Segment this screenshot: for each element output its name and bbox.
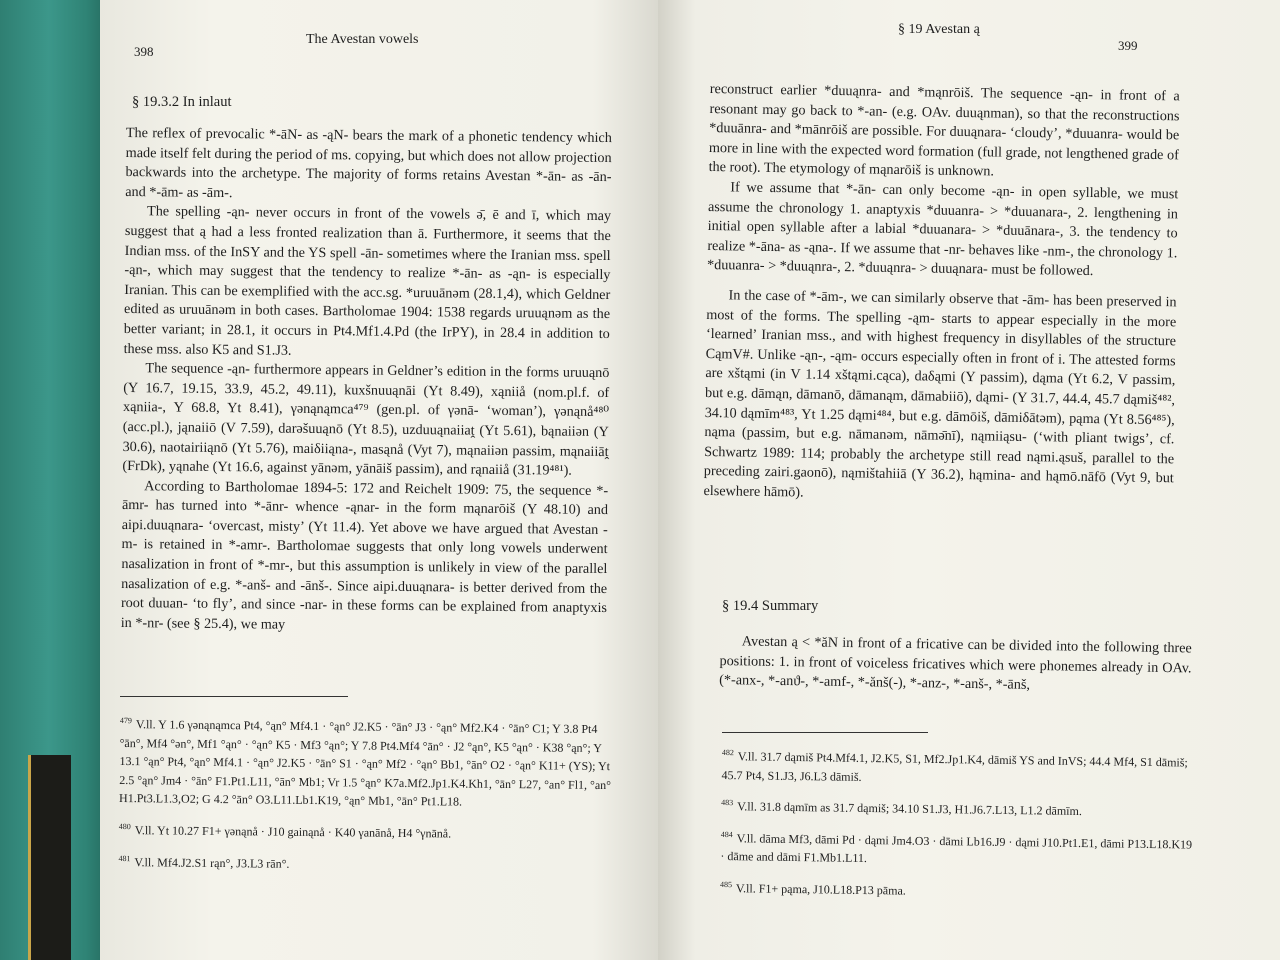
book-spine [0,0,108,960]
footnote [720,876,1196,904]
footnote-number: 481 [118,853,131,863]
footnote-number: 480 [118,821,131,832]
footnote-text: V.ll. F1+ pąma, J10.L18.P13 pāma. [735,881,906,898]
footnote-number: 479 [119,715,132,726]
paragraph: The sequence -ąn- furthermore appears in Geldner’s edition in the forms uruuąnō (Y 16.7, 19.15, 33.9, 45.2, 49.11), kuxšnuuąnāi (Yt 8.49), xąniiå (nom.pl.f. of xąniia-, Y 68.8, Yt 8.41), γənąnąmca⁴⁷⁹ (gen.pl. of γənā- ‘woman’), γənąnå⁴⁸⁰ (acc.pl.), jąnaiiō (V 7.59), darəšuuąnō (Yt 8.5), uzduuąnaiiaṱ (Yt 5.61), bąnaiiən (Y 30.6), naotairiiąnō (Yt 5.76), maiδiiąna-, masąnå (Vyt 7), mąnaiiən passim, mąnaiiāṱ (FrDk), yąnahe (Yt 16.6, against yānəm, yānāiš passim), and rąnaiiå (31.19⁴⁸¹). [122,360,610,479]
footnote-rule [722,732,928,733]
footnote-number: 482 [721,747,734,758]
footnotes [720,744,1198,914]
footnote-text: V.ll. Yt 10.27 F1+ γənąnå · J10 gainąnå · K40 γanānå, H4 °γnānå. [134,823,452,841]
paragraph: The spelling -ąn- never occurs in front of the vowels ə̄, ē and ī, which may suggest that ą had a less fronted realization than ā. Furthermore, it seems that the Indian mss. of the InSY and the YS spell -ān- sometimes where the Iranian mss. spell -ąn-, which may suggest that the tendency to realize *-ān- as -ąn- is especially Iranian. This can be exemplified with the acc.sg. *uruuānəm (28.1,4), which Geldner edited as uruuānəm in both cases. Bartholomae 1904: 1538 regards uruuąnəm as the better variant; in 28.1, it occurs in Pt4.Mf1.4.Pd (the IrPY), in 28.4 in addition to these mss. also K5 and S1.J3. [123,203,612,359]
footnote [720,826,1197,873]
footnote [118,850,618,877]
footnote-rule [120,696,348,697]
footnote-text: V.ll. Mf4.J2.S1 rąn°, J3.L3 rān°. [134,854,290,871]
body-text-bottom [719,632,1192,698]
footnote [721,744,1198,791]
footnote-text: V.ll. Y 1.6 γənąnąmca Pt4, °ąn° Mf4.1 · °ąn° J2.K5 · °ān° J3 · °ąn° Mf2.K4 · °ān° C1; Y 3.8 Pt4 °ān°, Mf4 °ən°, Mf1 °ąn° · °ąn° K5 · Mf3 °ąn°; Y 7.8 Pt4.Mf4 °ān° · J2 °ąn°, K5 °ąn° · K38 °ąn°; Y 13.1 °ąn° Pt4, °ąn° Mf4.1 · °ąn° J2.K5 · °ān° S1 · °ąn° Mf2 · °ąn° Bb1, °ān° O2 · °ąn° K11+ (YS); Yt 2.5 °ąn° Jm4 · °ān° F1.Pt1.L11, °ān° Mb1; Vr 1.5 °ąn° K7a.Mf2.Jp1.K4.Kh1, °ān° L27, °an° Fl1, °an° H1.Pt3.L1.3,O2; G 4.2 °ān° O3.L11.Lb1.K19, °ąn° Mb1, °ān° Pt1.L18. [119,717,612,809]
left-page [100,0,660,960]
page-number: 399 [1118,38,1138,53]
footnote [119,818,619,845]
section-heading: § 19.4 Summary [722,598,819,614]
body-text-top [703,80,1180,509]
paragraph: In the case of *-ām-, we can similarly observe that -ām- has been preserved in most of the forms. The spelling -ąm- starts to appear especially in the more ‘learned’ Iranian mss., and with highest frequency in disyllables of the structure CąmV#. Unlike -ąn-, -ąm- occurs especially often in front of i. The attested forms are xštąmi (in V 1.14 xštąmi.cąca), daδąmi (Y passim), dąma (Yt 6.2, V passim, but e.g. dāmąn, dāmanō, dāmanąm, dāmabiiō), dąmi- (Y 31.7, 44.4, 45.7 dąmiš⁴⁸², 34.10 dąmīm⁴⁸³, Yt 1.25 dąmi⁴⁸⁴, but e.g. dāmōiš, dāmiδātəm), pąma (Yt 8.56⁴⁸⁵), nąma (passim, but e.g. nāmanəm, nāmə̄nī), nąmiiąsu- (‘with pliant twigs’, cf. Schwartz 1989: 114; probably the archetype still read nąmi.ąsuš, parallel to the preceding zairi.gaonō), nąmištahiiā (Y 36.2), hąmina- and hąmō.nāfō (Vyt 9, but elsewhere hāmō). [703,287,1177,501]
footnote-number: 485 [719,879,733,890]
footnote-number: 483 [721,798,734,808]
footnotes [118,712,620,886]
section-heading: § 19.3.2 In inlaut [132,94,232,110]
paragraph: If we assume that *-ān- can only become -ąn- in open syllable, we must assume the chronology 1. anaptyxis *duuanra- > *duuanara-, 2. lengthening in initial open syllable after a labial *duuanara- > *duuānara-, 3. the tendency to realize *-āna- as -ąna-. If we assume that -nr- behaves like -nm-, the chronology 1. *duuanra- > *duuąnra-, 2. *duuąnra- > duuąnara- must be followed. [706,179,1179,280]
body-text [121,124,612,638]
footnote [119,712,620,813]
paragraph: reconstruct earlier *duuąnra- and *mąnrōiš. The sequence -ąn- in front of a resonant may go back to *-an- (e.g. OAv. duuąnman), so that the reconstructions *duuānra- and *mānrōiš are possible. For duuąnara- ‘cloudy’, *duuanra- would be more in line with the expected word formation (full grade, not lengthened grade of the root). The etymology of mąnarōiš is unknown. [708,80,1180,180]
footnote-number: 484 [720,829,733,839]
paragraph: Avestan ą < *ăN in front of a fricative can be divided into the following three positions: 1. in front of voiceless fricatives which were phonemes already in OAv. (*-anx-, *-anϑ-, *-amf-, *-ănš(-), *-anz-, *-anš-, *-ānš, [719,633,1192,694]
footnote-text: V.ll. 31.8 dąmīm as 31.7 dąmiš; 34.10 S1.J3, H1.J6.7.L13, L1.2 dāmīm. [737,799,1082,819]
running-head: The Avestan vowels [306,32,419,47]
paragraph: According to Bartholomae 1894-5: 172 and Reichelt 1909: 75, the sequence *-āmr- has turned into *-ānr- whence -ąnar- in the form mąnarōiš (Y 48.10) and aipi.duuąnara- ‘overcast, misty’ (Yt 11.4). Yet above we have argued that Avestan -m- is retained in *-amr-. Bartholomae suggests that only long vowels underwent nasalization in front of *-mr-, but this assumption is unlikely in view of the parallel nasalization of e.g. *-anš- and -ānš-. Since aipi.duuąnara- is better derived from the root duuan- ‘to fly’, and since -nar- in these forms can be explained from anaptyxis in *-nr- (see § 25.4), we may [120,477,609,633]
paragraph: The reflex of prevocalic *-āN- as -ąN- bears the mark of a phonetic tendency which made itself felt during the period of ms. copying, but which does not allow projection backwards into the archetype. The majority of forms retains Avestan *-ān- as -ān- and *-ām- as -ām-. [125,124,612,201]
running-head: § 19 Avestan ą [898,22,980,37]
footnote-text: V.ll. dāma Mf3, dāmi Pd · dąmi Jm4.O3 · dāmi Lb16.J9 · dąmi J10.Pt1.E1, dāmi P13.L18.K19 · dāme and dāmi F1.Mb1.L11. [720,830,1193,866]
right-page [658,0,1280,960]
footnote [721,794,1197,822]
spine-label [28,755,71,960]
page-number: 398 [134,44,154,59]
footnote-text: V.ll. 31.7 dąmiš Pt4.Mf4.1, J2.K5, S1, Mf2.Jp1.K4, dāmiš YS and InVS; 44.4 Mf4, S1 dāmiš; 45.7 Pt4, S1.J3, J6.L3 dāmiš. [721,749,1188,784]
